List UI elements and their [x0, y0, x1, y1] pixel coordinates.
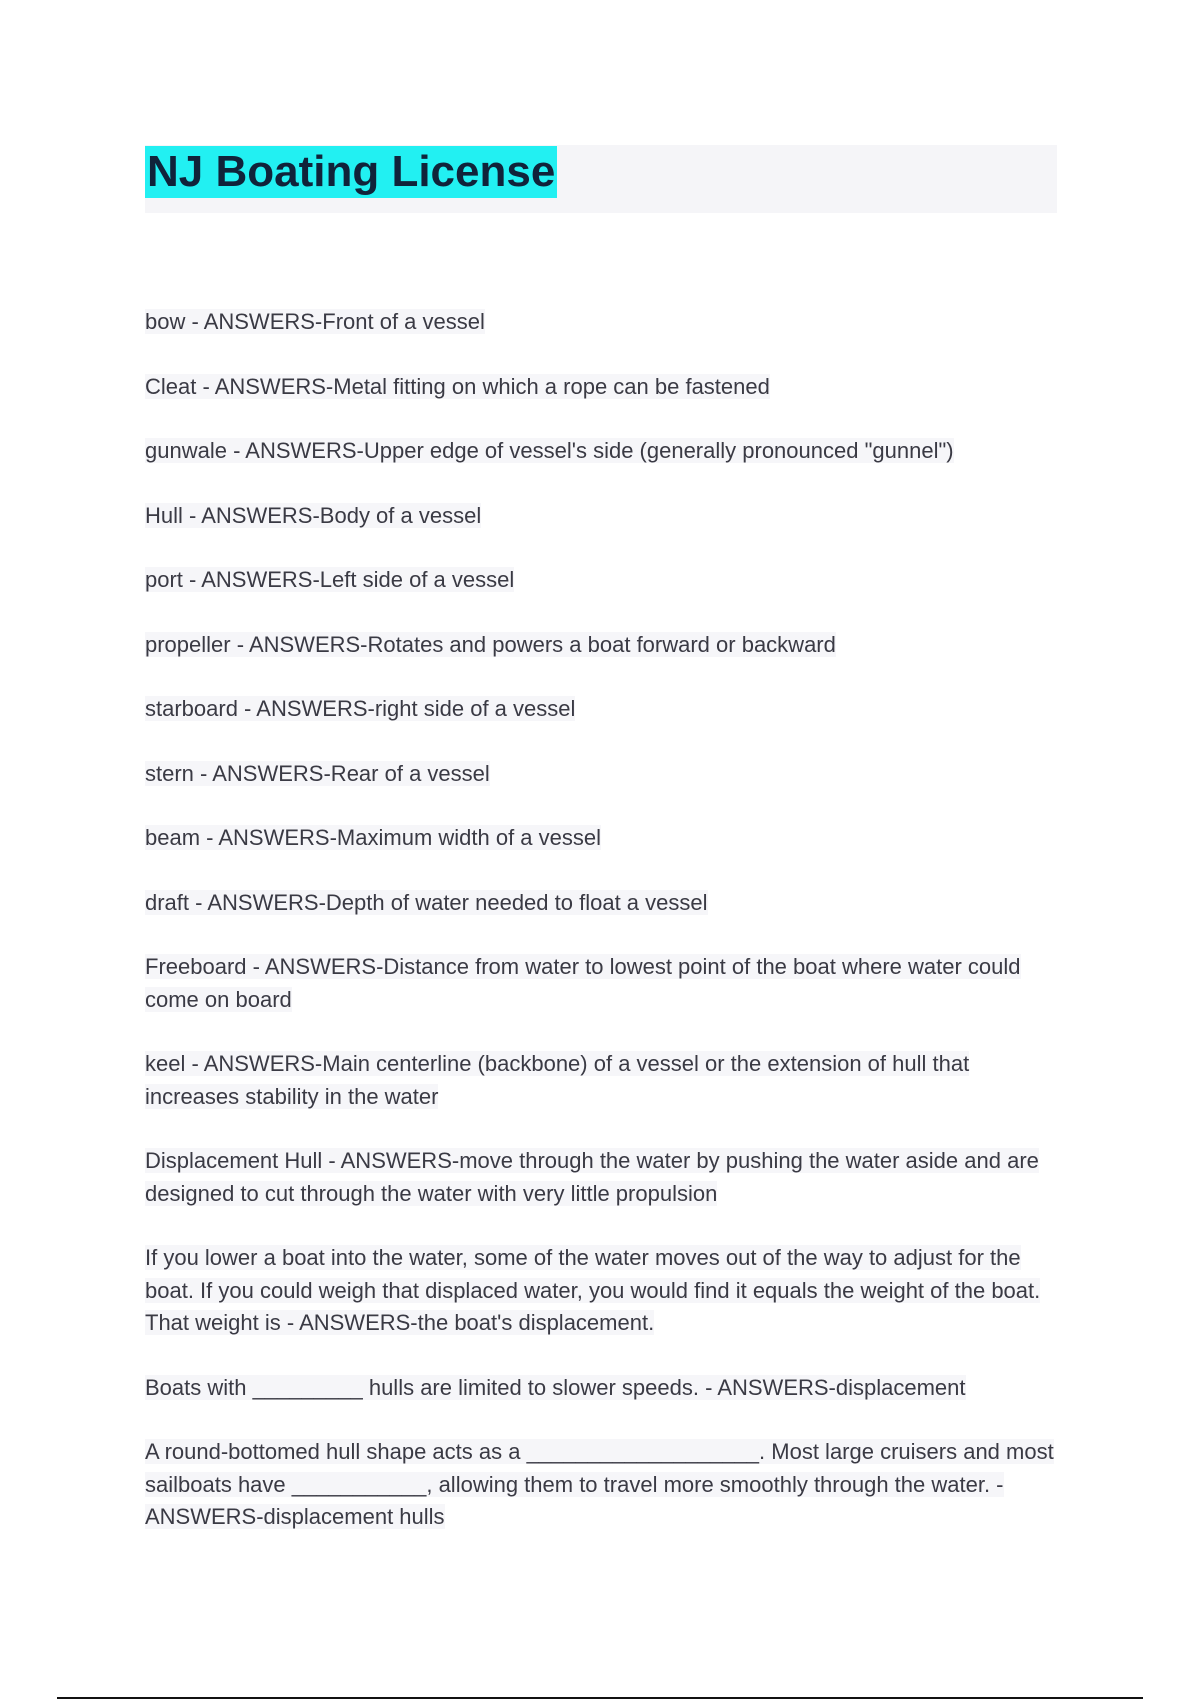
flashcard-text: propeller - ANSWERS-Rotates and powers a boat forward or backward — [145, 631, 836, 657]
flashcard-item — [145, 500, 1057, 533]
flashcard-text: gunwale - ANSWERS-Upper edge of vessel's side (generally pronounced "gunnel") — [145, 438, 954, 463]
flashcard-list — [145, 306, 1057, 1566]
flashcard-item — [145, 1242, 1057, 1340]
flashcard-text: If you lower a boat into the water, some of the water moves out of the way to adjust for the boat. If you could weigh that displaced water, you would find it equals the weight of the boat. That weight is - ANSWERS-the boat's displacement. — [145, 1245, 1041, 1335]
flashcard-item — [145, 564, 1057, 597]
flashcard-text: Hull - ANSWERS-Body of a vessel — [145, 502, 482, 528]
flashcard-text: keel - ANSWERS-Main centerline (backbone) of a vessel or the extension of hull that increases stability in the water — [145, 1051, 970, 1109]
footer-divider — [57, 1697, 1143, 1699]
flashcard-item — [145, 435, 1057, 468]
flashcard-text: Freeboard - ANSWERS-Distance from water to lowest point of the boat where water could come on board — [145, 954, 1021, 1012]
flashcard-text: bow - ANSWERS-Front of a vessel — [145, 309, 485, 334]
flashcard-text: Boats with _________ hulls are limited to slower speeds. - ANSWERS-displacement — [145, 1374, 966, 1400]
flashcard-text: Cleat - ANSWERS-Metal fitting on which a rope can be fastened — [145, 373, 770, 399]
flashcard-item — [145, 1145, 1057, 1210]
flashcard-item — [145, 1372, 1057, 1405]
flashcard-text: beam - ANSWERS-Maximum width of a vessel — [145, 825, 602, 850]
flashcard-item — [145, 1436, 1057, 1534]
document-title: NJ Boating License — [147, 147, 556, 196]
flashcard-item — [145, 822, 1057, 855]
flashcard-text: port - ANSWERS-Left side of a vessel — [145, 567, 515, 592]
flashcard-item — [145, 693, 1057, 726]
flashcard-text: draft - ANSWERS-Depth of water needed to float a vessel — [145, 889, 708, 915]
flashcard-item — [145, 629, 1057, 662]
flashcard-item — [145, 306, 1057, 339]
flashcard-item — [145, 887, 1057, 920]
flashcard-item — [145, 758, 1057, 791]
flashcard-item — [145, 371, 1057, 404]
flashcard-text: Displacement Hull - ANSWERS-move through the water by pushing the water aside and are designed to cut through the water with very little propulsion — [145, 1148, 1039, 1206]
flashcard-item — [145, 1048, 1057, 1113]
flashcard-text: starboard - ANSWERS-right side of a vessel — [145, 696, 576, 721]
flashcard-item — [145, 951, 1057, 1016]
flashcard-text: stern - ANSWERS-Rear of a vessel — [145, 760, 490, 786]
flashcard-text: A round-bottomed hull shape acts as a ___________________. Most large cruisers and most sailboats have ___________, allowing them to travel more smoothly through the water. - ANSWERS-displacement hulls — [145, 1439, 1054, 1529]
